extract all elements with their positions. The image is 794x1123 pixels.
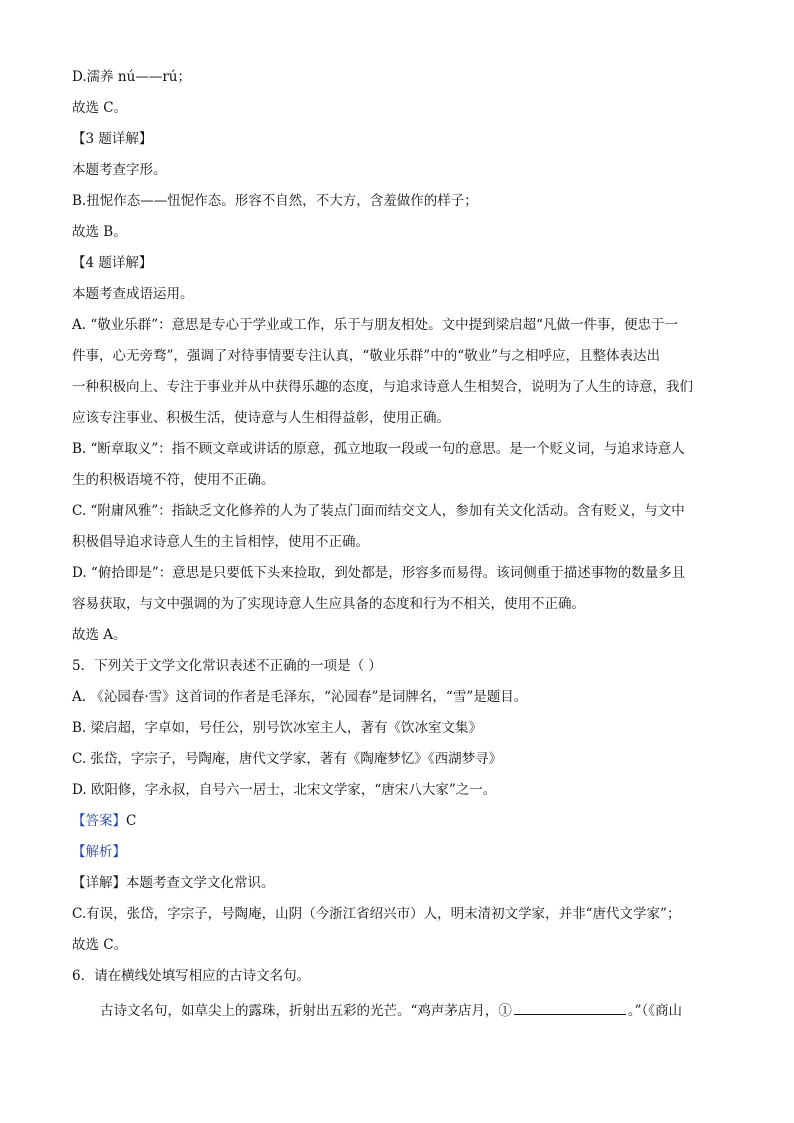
option-b: B. 梁启超，字卓如，号任公，别号饮冰室主人，著有《饮冰室文集》 <box>72 720 483 736</box>
text-line: 应该专注事业、积极生活，使诗意与人生相得益彰，使用正确。 <box>72 410 450 426</box>
text-line: D.濡养 nú——rú； <box>72 69 191 85</box>
text-line: 故选 C。 <box>72 100 128 116</box>
question-6-text-b: 。”（《商山 <box>627 1003 683 1019</box>
section-heading: 【4 题详解】 <box>72 255 153 271</box>
section-heading: 【3 题详解】 <box>72 131 153 147</box>
answer-line <box>72 811 136 831</box>
detail-tag: 【详解】 <box>72 875 126 891</box>
text-line: C.有误，张岱，字宗子，号陶庵，山阴（今浙江省绍兴市）人，明末清初文学家，并非“唐代文学家”； <box>72 906 681 922</box>
answer-value: C <box>126 813 137 829</box>
question-5: 5．下列关于文学文化常识表述不正确的一项是（ ） <box>72 658 382 674</box>
text-line: 积极倡导追求诗意人生的主旨相悖，使用不正确。 <box>72 534 369 550</box>
text-line: 件事，心无旁骛”，强调了对待事情要专注认真，“敬业乐群”中的“敬业”与之相呼应，且整体表达出 <box>72 348 661 364</box>
text-line: D. “俯拾即是”：意思是只要低下头来捡取，到处都是，形容多而易得。该词侧重于描述事物的数量多且 <box>72 565 686 581</box>
option-a: A. 《沁园春·雪》这首词的作者是毛泽东，“沁园春”是词牌名，“雪”是题目。 <box>72 689 528 705</box>
option-d: D. 欧阳修，字永叔，自号六一居士，北宋文学家，“唐宋八大家”之一。 <box>72 782 497 798</box>
text-line: 故选 C。 <box>72 937 128 953</box>
answer-tag: 【答案】 <box>72 813 126 829</box>
question-6-text-a: 古诗文名句，如草尖上的露珠，折射出五彩的光芒。“鸡声茅店月，① <box>100 1003 512 1019</box>
text-line: 故选 A。 <box>72 627 127 643</box>
text-line: 容易获取，与文中强调的为了实现诗意人生应具备的态度和行为不相关，使用不正确。 <box>72 596 585 612</box>
text-line: 一种积极向上、专注于事业并从中获得乐趣的态度，与追求诗意人生相契合，说明为了人生的诗意，我们 <box>72 379 693 395</box>
text-line: 故选 B。 <box>72 224 127 240</box>
question-6-text <box>100 1000 682 1021</box>
text-line: 本题考查成语运用。 <box>72 286 194 302</box>
analysis-tag: 【解析】 <box>72 844 126 860</box>
answer-blank[interactable] <box>514 1000 626 1015</box>
detail-line <box>72 873 275 893</box>
text-line: 生的积极语境不符，使用不正确。 <box>72 472 275 488</box>
question-6: 6．请在横线处填写相应的古诗文名句。 <box>72 968 311 984</box>
text-line: C. “附庸风雅”：指缺乏文化修养的人为了装点门面而结交文人，参加有关文化活动。含有贬义，与文中 <box>72 503 685 519</box>
text-line: B. “断章取义”：指不顾文章或讲话的原意，孤立地取一段或一句的意思。是一个贬义词，与追求诗意人 <box>72 441 685 457</box>
text-line: B.扭怩作态——忸怩作态。形容不自然，不大方，含羞做作的样子； <box>72 193 478 209</box>
option-c: C. 张岱，字宗子，号陶庵，唐代文学家，著有《陶庵梦忆》《西湖梦寻》 <box>72 751 503 767</box>
text-line: 本题考查字形。 <box>72 162 167 178</box>
text-line: A. “敬业乐群”：意思是专心于学业或工作，乐于与朋友相处。文中提到梁启超“凡做一件事，便忠于一 <box>72 317 679 333</box>
detail-text: 本题考查文学文化常识。 <box>126 875 275 891</box>
